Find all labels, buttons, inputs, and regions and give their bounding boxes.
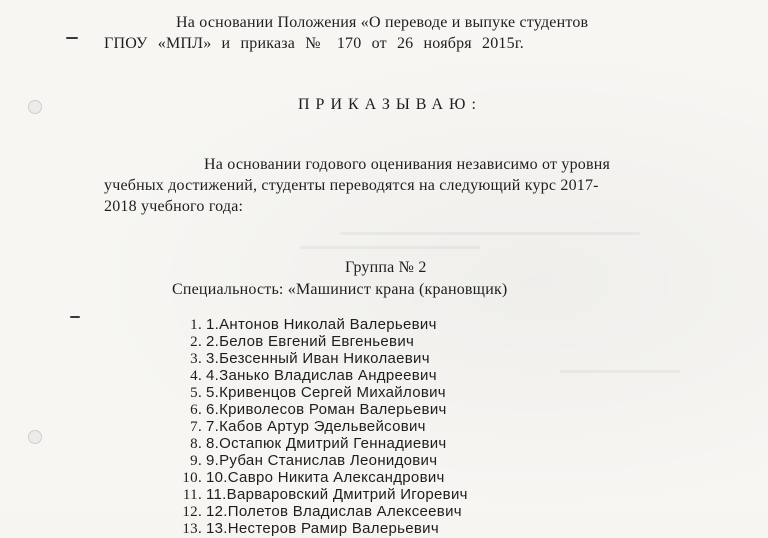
student-name: 12.Полетов Владислав Алексеевич [206, 503, 462, 520]
order-heading: ПРИКАЗЫВАЮ: [298, 96, 482, 113]
student-name: 8.Остапюк Дмитрий Геннадиевич [206, 435, 447, 452]
item-number: 6. [190, 402, 202, 418]
margin-mark [70, 316, 80, 318]
bleed-through [300, 246, 480, 249]
list-item [168, 401, 468, 418]
list-item [168, 435, 468, 452]
body-line-1: На основании годового оценивания независимо от уровня [204, 156, 611, 173]
item-number: 1. [190, 317, 202, 333]
list-item [168, 418, 468, 435]
student-name: 10.Савро Никита Александрович [206, 469, 445, 486]
student-name: 9.Рубан Станислав Леонидович [206, 452, 438, 469]
student-name: 13.Нестеров Рамир Валерьевич [206, 520, 439, 537]
item-number: 7. [190, 419, 202, 435]
punch-hole [28, 430, 42, 444]
student-name: 6.Криволесов Роман Валерьевич [206, 401, 447, 418]
student-name: 2.Белов Евгений Евгеньевич [206, 333, 415, 350]
student-name: 1.Антонов Николай Валерьевич [206, 316, 437, 333]
student-list [168, 316, 468, 537]
intro-line-2: ГПОУ «МПЛ» и приказа № 170 от 26 ноября 2015г. [104, 35, 524, 52]
list-item [168, 367, 468, 384]
margin-mark [66, 37, 78, 39]
item-number: 9. [190, 453, 202, 469]
student-name: 11.Варваровский Дмитрий Игоревич [206, 486, 468, 503]
punch-hole [28, 100, 42, 114]
item-number: 4. [190, 368, 202, 384]
list-item [168, 469, 468, 486]
item-number: 11. [182, 487, 202, 503]
item-number: 10. [182, 470, 202, 486]
body-line-3: 2018 учебного года: [104, 198, 244, 215]
list-item [168, 384, 468, 401]
item-number: 8. [190, 436, 202, 452]
item-number: 5. [190, 385, 202, 401]
list-item [168, 316, 468, 333]
bleed-through [340, 232, 640, 235]
list-item [168, 452, 468, 469]
student-name: 7.Кабов Артур Эдельвейсович [206, 418, 426, 435]
intro-line-1: На основании Положения «О переводе и выпуке студентов [176, 14, 589, 31]
list-item [168, 520, 468, 537]
list-item [168, 486, 468, 503]
group-title: Группа № 2 [345, 259, 427, 276]
list-item [168, 350, 468, 367]
student-name: 4.Занько Владислав Андреевич [206, 367, 437, 384]
specialty-line: Специальность: «Машинист крана (крановщик) [172, 281, 508, 298]
list-item [168, 333, 468, 350]
student-name: 5.Кривенцов Сергей Михайлович [206, 384, 446, 401]
body-line-2: учебных достижений, студенты переводятся на следующий курс 2017- [104, 177, 599, 194]
item-number: 12. [182, 504, 202, 520]
bleed-through [560, 370, 680, 373]
item-number: 2. [190, 334, 202, 350]
student-name: 3.Безсенный Иван Николаевич [206, 350, 430, 367]
item-number: 3. [190, 351, 202, 367]
item-number: 13. [182, 521, 202, 537]
